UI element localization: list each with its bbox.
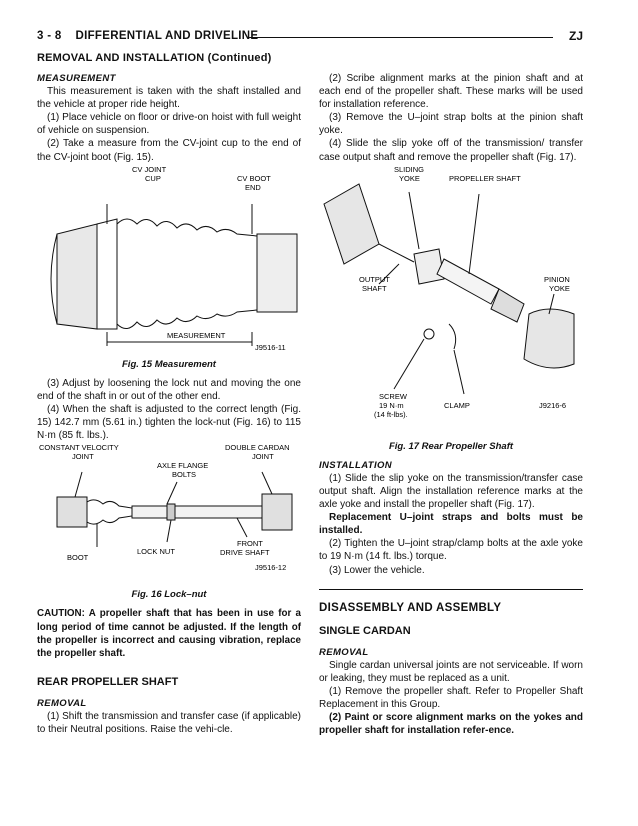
fig17-label-sliding: SLIDING [394,164,425,174]
fig17-caption: Fig. 17 Rear Propeller Shaft [388,440,514,452]
fig16-label-front: FRONT [237,539,263,549]
rear-propeller-heading: REAR PROPELLER SHAFT [37,676,179,689]
fig17-label-clamp: CLAMP [444,400,470,410]
fig15-caption: Fig. 15 Measurement [122,358,216,370]
paragraph: (1) Shift the transmission and transfer case (if applicable) to their Neutral positions. Raise the vehi-cle. [37,711,301,736]
right-column [319,72,583,737]
paragraph-bold: (2) Paint or score alignment marks on the yokes and propeller shaft for installation refer-ence. [319,712,583,737]
page-chapter: 3 - 8 DIFFERENTIAL AND DRIVELINE [37,30,259,42]
fig16-label-bolts: BOLTS [172,470,197,480]
fig16-label-cv: CONSTANT VELOCITY [39,443,119,453]
paragraph: (2) Take a measure from the CV-joint cup to the end of the CV-joint boot (Fig. 15). [37,138,301,163]
fig17-label-shaft: SHAFT [362,283,387,293]
fig16-caption: Fig. 16 Lock–nut [131,589,207,601]
fig17-label-screw: SCREW [379,391,407,401]
fig15-label-cv-joint: CV JOINT [132,164,167,174]
fig15-label-end: END [245,182,261,192]
paragraph: Single cardan universal joints are not serviceable. If worn or leaking, they must be replaced as a unit. [319,659,583,684]
paragraph: (2) Tighten the U–joint strap/clamp bolts at the axle yoke to 19 N·m (14 ft. lbs.) torque. [319,538,583,563]
paragraph: (2) Scribe alignment marks at the pinion shaft and at each end of the propeller shaft. These marks will be used for installation reference. [319,73,583,111]
removal-heading-right: REMOVAL [319,646,369,658]
paragraph: (1) Place vehicle on floor or drive-on hoist with full weight of vehicle on suspension. [37,112,301,137]
fig16-label-joint: JOINT [72,452,94,462]
fig16-label-lock-nut: LOCK NUT [137,547,175,557]
fig15-label-cv-boot: CV BOOT [237,173,271,183]
fig16-label-boot: BOOT [67,553,89,563]
fig16-label-drive-shaft: DRIVE SHAFT [220,548,270,558]
caution-note: CAUTION: A propeller shaft that has been in use for a long period of time cannot be adjusted. If the length of the propeller is incorrect and causing vibration, replace the propeller shaft. [37,608,301,659]
disassembly-heading: DISASSEMBLY AND ASSEMBLY [319,589,583,615]
fig17-code: J9216-6 [539,400,567,410]
left-column [37,72,301,737]
fig17-label-torque-ft: (14 ft-lbs). [374,409,408,419]
fig17-label-torque-nm: 19 N·m [379,400,404,410]
paragraph: This measurement is taken with the shaft installed and the vehicle at proper ride height. [37,86,301,111]
model-code: ZJ [568,29,583,43]
fig17-label-yoke: YOKE [399,173,420,183]
fig15-label-cup: CUP [145,173,161,183]
paragraph: (4) Slide the slip yoke off of the transmission/ transfer case output shaft and remove the propeller shaft (Fig. 17). [319,138,583,163]
paragraph: (1) Slide the slip yoke on the transmission/transfer case output shaft. Align the installation reference marks at the axle yoke and install the propeller shaft (Fig. 17). [319,472,583,511]
fig17-label-propeller-shaft: PROPELLER SHAFT [449,173,521,183]
paragraph: (1) Remove the propeller shaft. Refer to Propeller Shaft Replacement in this Group. [319,686,583,711]
figure-15-measurement [37,164,301,352]
page-header [37,30,583,46]
fig17-label-pinion: PINION [544,274,570,284]
fig16-label-joint2: JOINT [252,452,274,462]
fig16-label-double-cardan: DOUBLE CARDAN [225,443,290,453]
measurement-heading: MEASUREMENT [37,73,116,84]
paragraph: (3) Lower the vehicle. [329,564,425,576]
paragraph: (4) When the shaft is adjusted to the correct length (Fig. 15) 142.7 mm (5.61 in.) tighten the lock-nut (Fig. 16) to 115 N·m (85 ft. lbs.). [37,403,301,442]
header-rule [247,37,553,38]
fig15-label-measurement: MEASUREMENT [167,330,226,340]
installation-heading: INSTALLATION [319,459,393,471]
paragraph-bold: Replacement U–joint straps and bolts must be installed. [319,512,583,537]
section-title: REMOVAL AND INSTALLATION (Continued) [37,52,272,64]
figure-16-lock-nut [37,442,301,582]
fig16-code: J9516-12 [255,563,287,573]
single-cardan-heading: SINGLE CARDAN [319,624,411,637]
paragraph: (3) Remove the U–joint strap bolts at the pinion shaft yoke. [319,112,583,137]
fig17-label-output: OUTPUT [359,274,390,284]
paragraph: (3) Adjust by loosening the lock nut and moving the one end of the shaft in or out of the other end. [37,377,301,402]
removal-heading: REMOVAL [37,698,87,710]
figure-17-rear-propeller [319,164,583,434]
fig15-code: J9516-11 [255,342,286,352]
fig17-label-pinion-yoke: YOKE [549,283,570,293]
fig16-label-axle-flange: AXLE FLANGE [157,461,209,471]
